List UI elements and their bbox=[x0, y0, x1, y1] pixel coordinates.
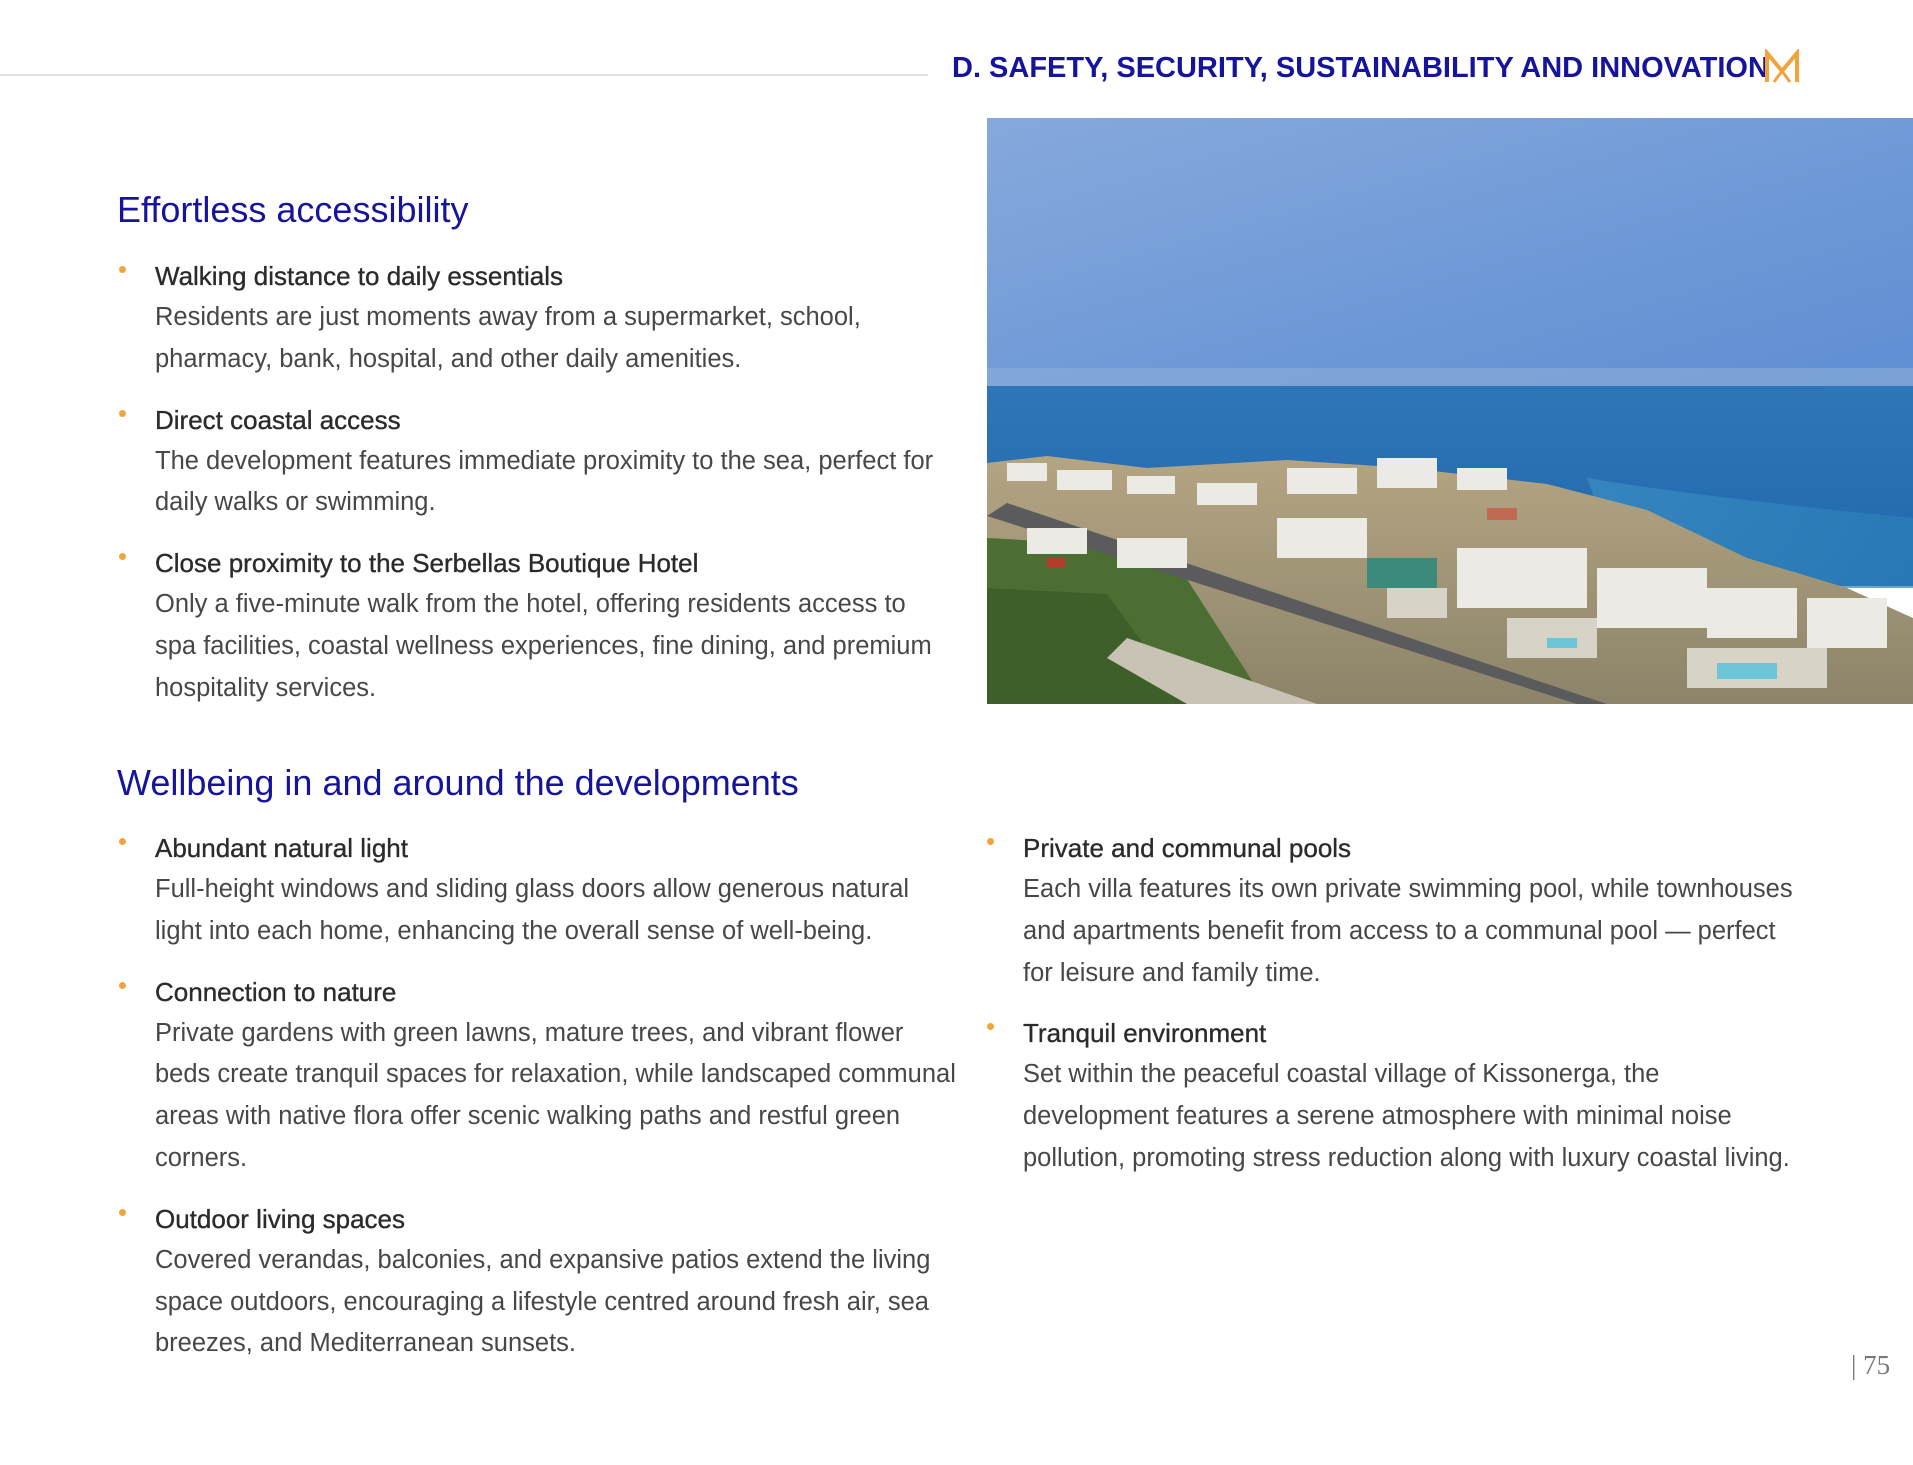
accessibility-heading: Effortless accessibility bbox=[117, 189, 469, 230]
item-title: Direct coastal access bbox=[155, 404, 401, 435]
list-item bbox=[117, 827, 962, 953]
list-item bbox=[117, 971, 962, 1180]
item-text: Private gardens with green lawns, mature trees, and vibrant flower beds create tranquil spaces for relaxation, while landscaped communal areas with native flora offer scenic walking paths and restful green corners. bbox=[155, 1018, 956, 1172]
item-text: Set within the peaceful coastal village of Kissonerga, the development features a serene atmosphere with minimal noise pollution, promoting stress reduction along with luxury coastal living. bbox=[1023, 1060, 1790, 1172]
list-item bbox=[117, 542, 937, 709]
item-title: Private and communal pools bbox=[1023, 833, 1352, 863]
item-text: Only a five-minute walk from the hotel, offering residents access to spa facilities, coastal wellness experiences, fine dining, and premium hospitality services. bbox=[155, 590, 932, 702]
item-text: Each villa features its own private swimming pool, while townhouses and apartments benefit from access to a communal pool — perfect for leisure and family time. bbox=[1023, 875, 1793, 987]
item-title: Tranquil environment bbox=[1023, 1018, 1267, 1049]
list-item bbox=[117, 255, 937, 381]
item-text: The development features immediate proximity to the sea, perfect for daily walks or swimming. bbox=[155, 446, 934, 517]
wellbeing-left-list bbox=[117, 827, 962, 1383]
item-text: Residents are just moments away from a supermarket, school, pharmacy, bank, hospital, and other daily amenities. bbox=[155, 303, 861, 373]
bullet-icon bbox=[119, 553, 126, 560]
page-number: | 75 bbox=[1851, 1350, 1891, 1380]
accessibility-list bbox=[117, 255, 937, 728]
item-text: Covered verandas, balconies, and expansive patios extend the living space outdoors, encouraging a lifestyle centred around fresh air, sea breezes, and Mediterranean sunsets. bbox=[155, 1245, 931, 1358]
bullet-icon bbox=[119, 838, 126, 845]
m-monogram-logo-icon bbox=[1764, 49, 1800, 85]
item-title: Walking distance to daily essentials bbox=[155, 261, 564, 291]
aerial-coastal-photo bbox=[987, 118, 1913, 704]
item-title: Close proximity to the Serbellas Boutique Hotel bbox=[155, 548, 699, 579]
bullet-icon bbox=[987, 838, 994, 845]
bullet-icon bbox=[987, 1023, 994, 1030]
item-title: Outdoor living spaces bbox=[155, 1203, 406, 1234]
list-item bbox=[117, 399, 937, 525]
bullet-icon bbox=[119, 1209, 126, 1216]
item-text: Full-height windows and sliding glass doors allow generous natural light into each home, enhancing the overall sense of well-being. bbox=[155, 875, 910, 945]
item-title: Abundant natural light bbox=[155, 833, 408, 863]
wellbeing-right-list bbox=[985, 827, 1805, 1198]
bullet-icon bbox=[119, 266, 126, 273]
header-rule bbox=[0, 74, 928, 76]
wellbeing-heading: Wellbeing in and around the developments bbox=[117, 762, 799, 803]
bullet-icon bbox=[119, 982, 126, 989]
item-title: Connection to nature bbox=[155, 976, 397, 1007]
bullet-icon bbox=[119, 410, 126, 417]
list-item bbox=[985, 827, 1805, 994]
list-item bbox=[985, 1012, 1805, 1179]
section-title: D. SAFETY, SECURITY, SUSTAINABILITY AND INNOVATION bbox=[952, 52, 1769, 84]
list-item bbox=[117, 1198, 962, 1365]
